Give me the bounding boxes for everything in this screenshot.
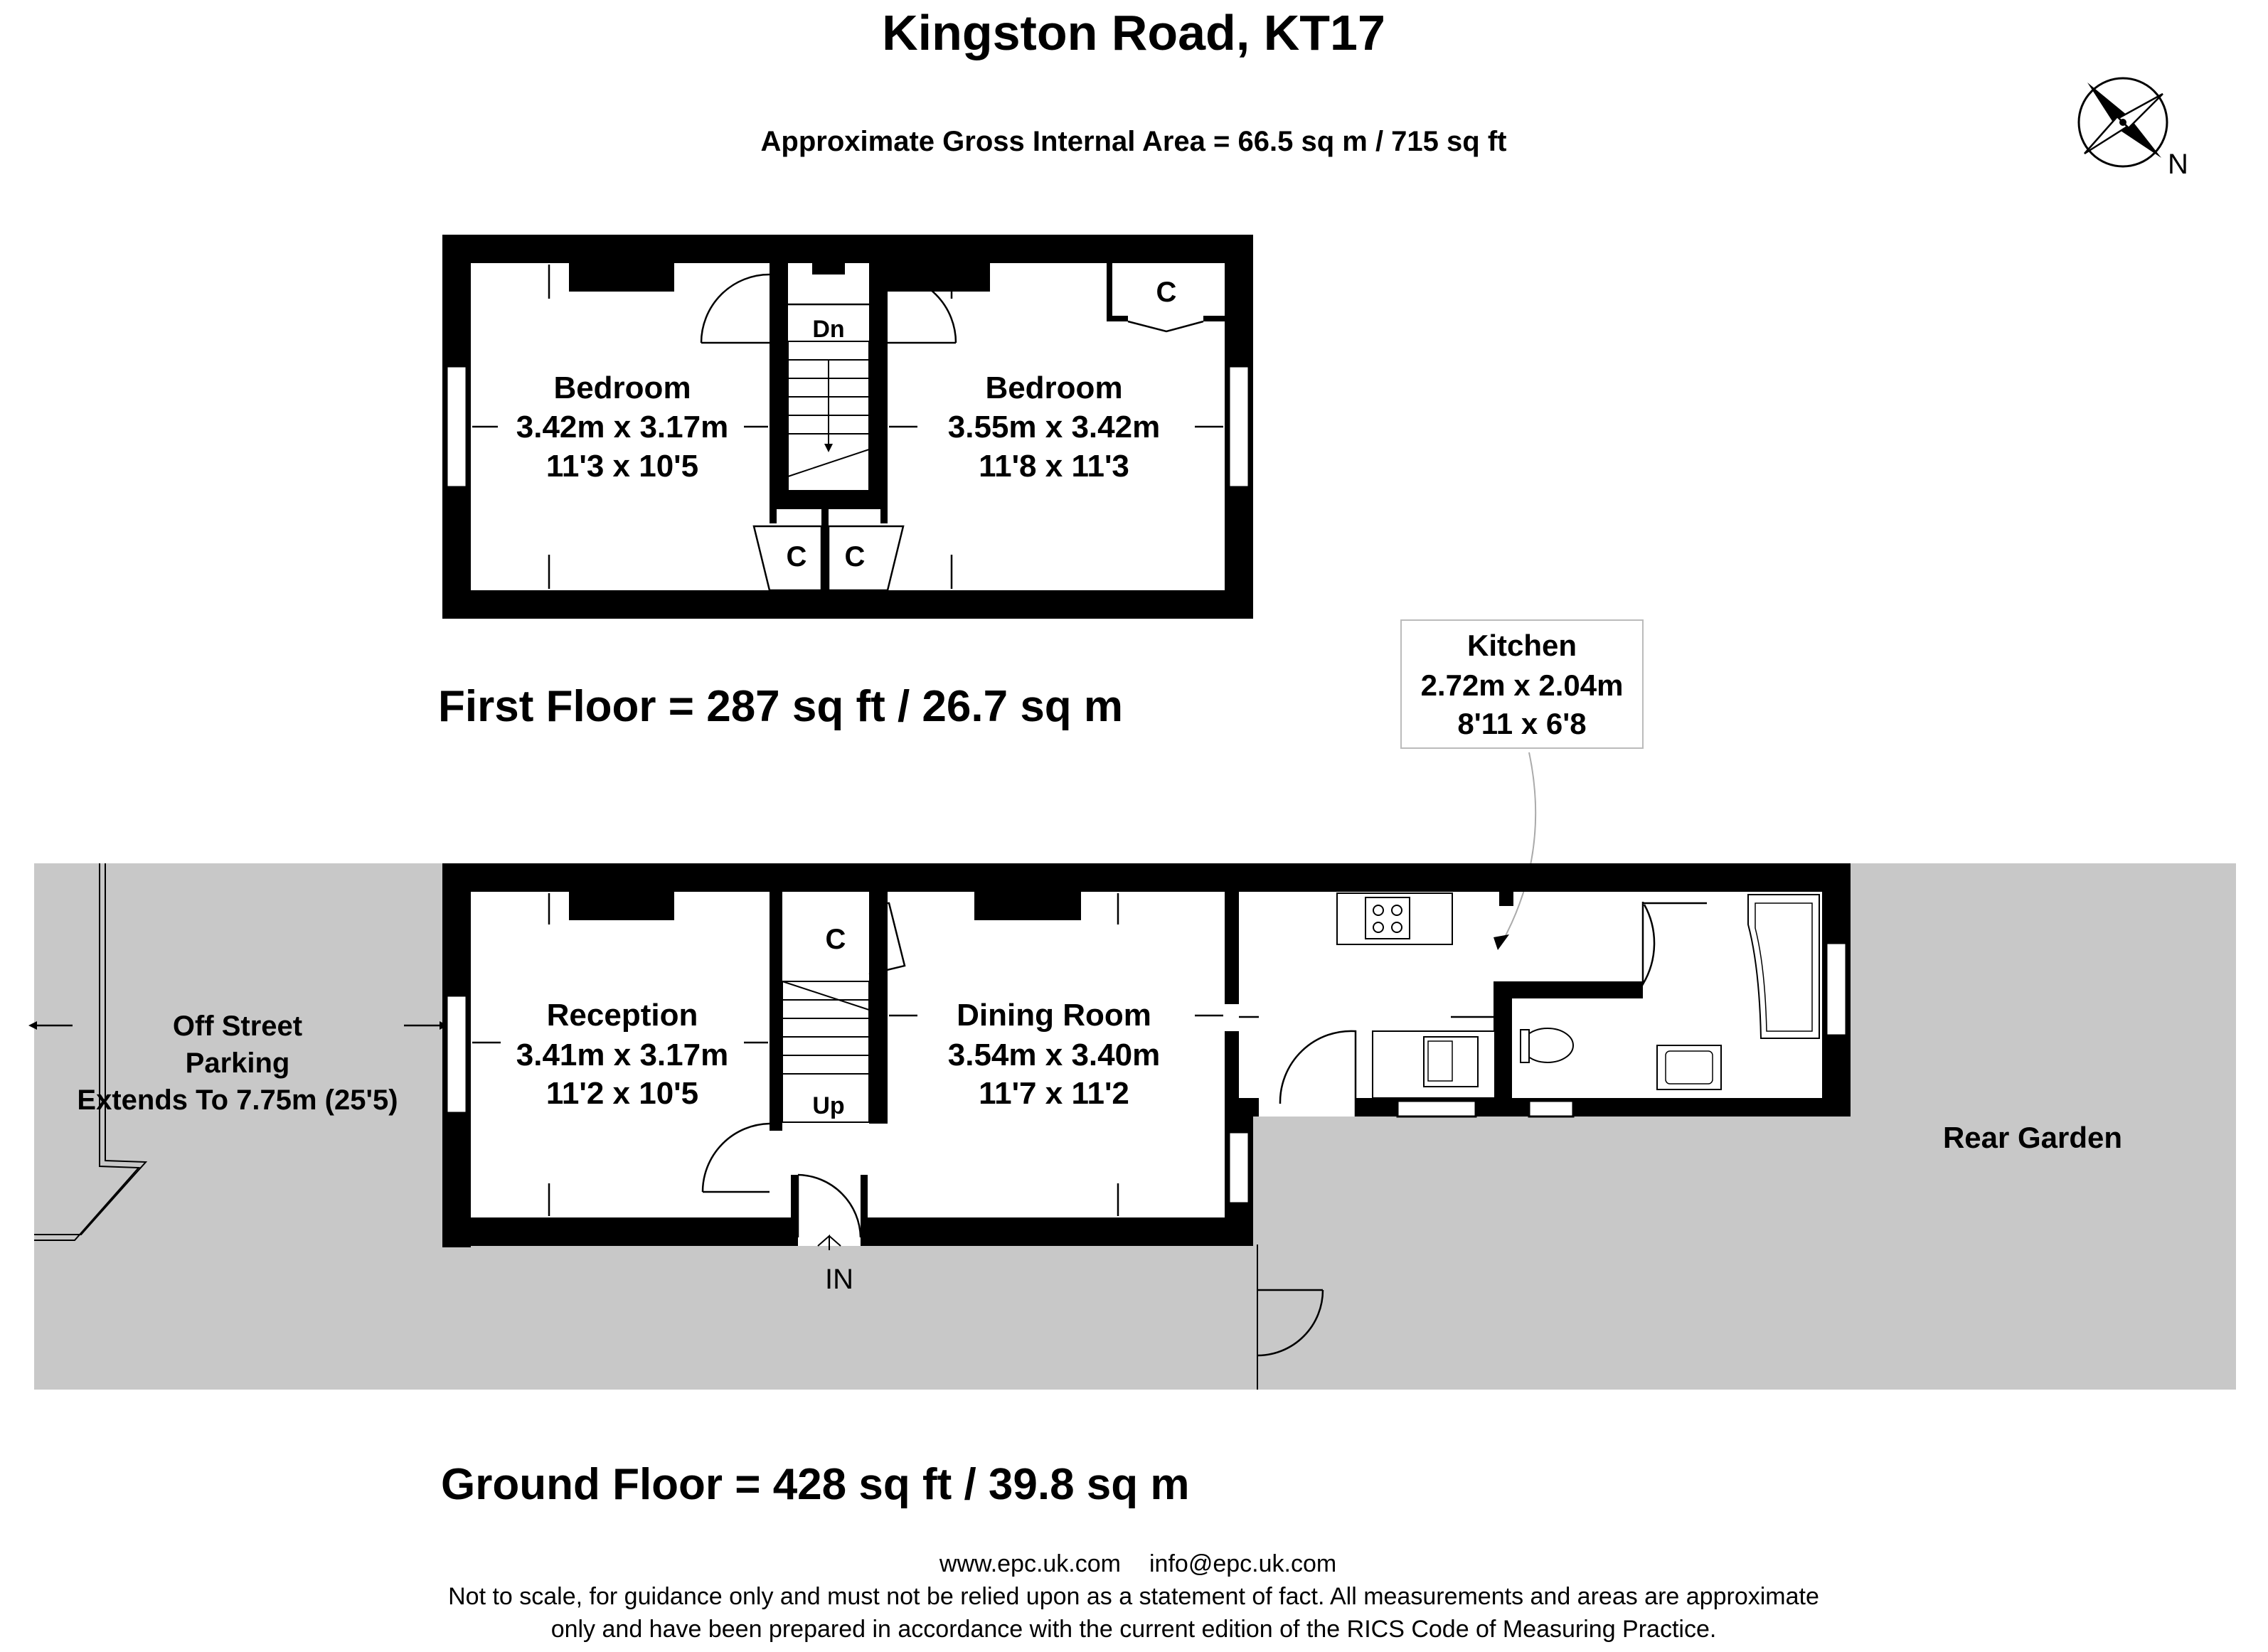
window	[1229, 366, 1249, 487]
cupboard-label: C	[825, 924, 846, 955]
room-name-kitchen: Kitchen	[1466, 629, 1577, 662]
room-metric-kitchen: 2.72m x 2.04m	[1420, 668, 1624, 702]
room-metric-bedroom-1: 3.42m x 3.17m	[516, 410, 729, 444]
room-imperial-kitchen: 8'11 x 6'8	[1457, 707, 1587, 740]
window	[1229, 1132, 1249, 1203]
cupboard-label: C	[1156, 277, 1177, 308]
first-floor-plan	[442, 235, 1253, 619]
room-imperial-bedroom-2: 11'8 x 11'3	[979, 449, 1129, 484]
bath-icon	[1748, 895, 1819, 1038]
room-imperial-reception: 11'2 x 10'5	[545, 1076, 699, 1111]
room-name-dining-room: Dining Room	[957, 998, 1151, 1033]
parking-label-line-1: Off Street	[172, 1011, 303, 1042]
rear-garden-label: Rear Garden	[1942, 1121, 2123, 1154]
room-metric-dining-room: 3.54m x 3.40m	[947, 1038, 1161, 1072]
window	[1529, 1101, 1573, 1117]
room-name-bedroom-1: Bedroom	[553, 371, 691, 405]
room-name-bedroom-2: Bedroom	[985, 371, 1123, 405]
window	[1397, 1101, 1476, 1117]
off-street-parking-area	[34, 863, 442, 1390]
room-metric-bedroom-2: 3.55m x 3.42m	[947, 410, 1161, 444]
room-name-reception: Reception	[546, 998, 698, 1033]
footer-disclaimer-2: only and have been prepared in accordance with the current edition of the RICS Code of Measuring Practice.	[550, 1616, 1717, 1643]
window	[1826, 943, 1846, 1035]
entrance-label: IN	[825, 1264, 853, 1295]
footer-web: www.epc.uk.com	[939, 1550, 1121, 1577]
window	[447, 996, 467, 1113]
window	[447, 366, 467, 487]
cupboard-label: C	[786, 541, 807, 572]
room-metric-reception: 3.41m x 3.17m	[516, 1038, 729, 1072]
room-imperial-dining-room: 11'7 x 11'2	[979, 1076, 1129, 1111]
ground-floor-plan	[28, 863, 2236, 1390]
footer-email: info@epc.uk.com	[1149, 1550, 1337, 1577]
plan-title: Kingston Road, KT17	[882, 5, 1385, 60]
compass-north-label: N	[2168, 149, 2188, 180]
footer-disclaimer-1: Not to scale, for guidance only and must not be relied upon as a statement of fact. All measurements and areas are approximate	[448, 1583, 1819, 1610]
parking-label-line-3: Extends To 7.75m (25'5)	[77, 1085, 398, 1116]
ground-floor-area-label: Ground Floor = 428 sq ft / 39.8 sq m	[441, 1460, 1190, 1509]
first-floor-area-label: First Floor = 287 sq ft / 26.7 sq m	[438, 682, 1124, 731]
room-imperial-bedroom-1: 11'3 x 10'5	[545, 449, 699, 484]
cupboard-label: C	[844, 541, 866, 572]
stairs-down-label: Dn	[812, 316, 845, 343]
compass-icon	[2079, 78, 2167, 166]
gross-area-label: Approximate Gross Internal Area = 66.5 sq m / 715 sq ft	[760, 126, 1507, 157]
stairs-up-label: Up	[812, 1092, 845, 1119]
parking-label-line-2: Parking	[185, 1048, 290, 1079]
